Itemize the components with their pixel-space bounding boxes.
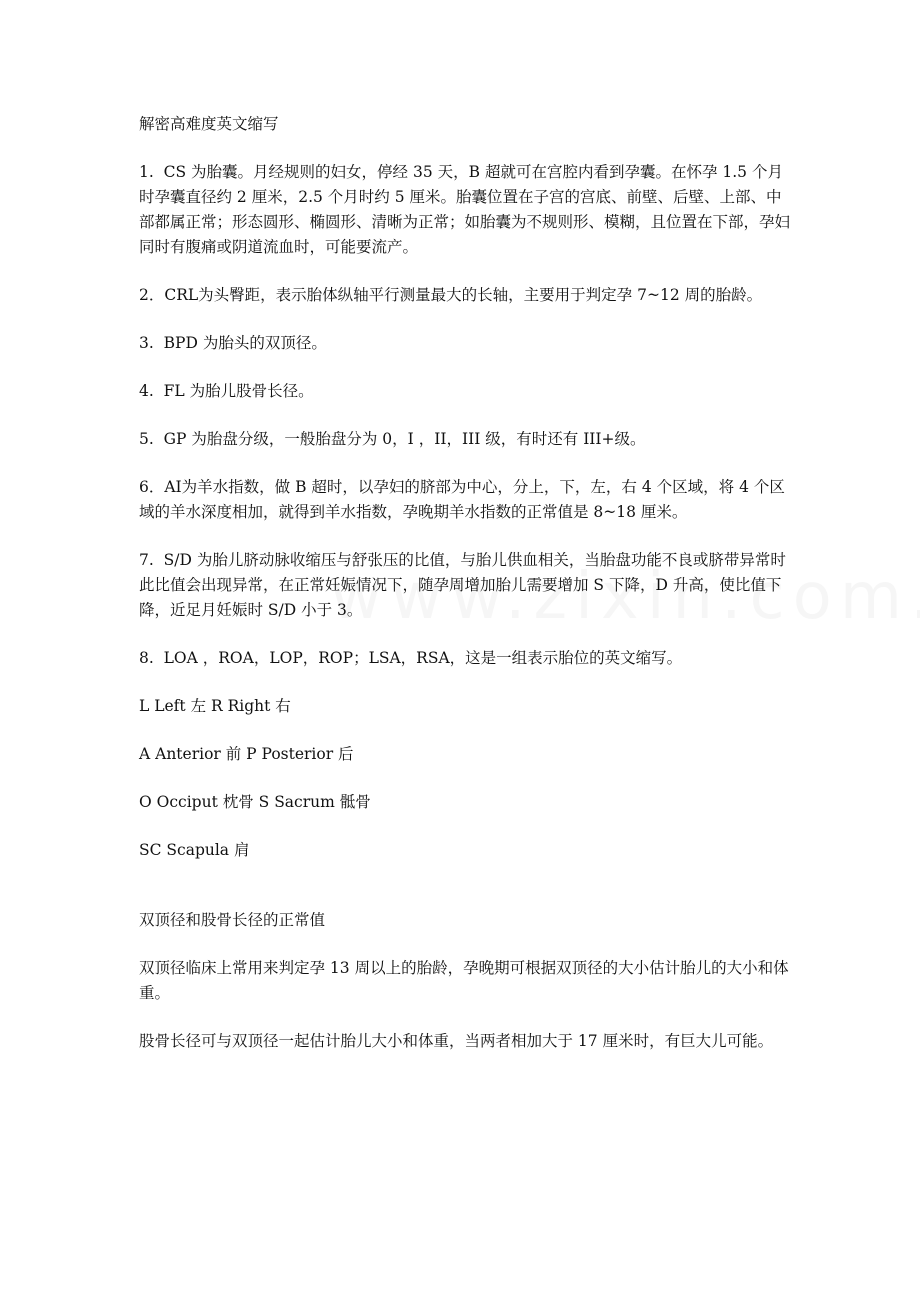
list-item-fl: 4. FL 为胎儿股骨长径。	[139, 382, 314, 400]
list-item-bpd: 3. BPD 为胎头的双顶径。	[139, 334, 327, 352]
abbreviation-scapula: SC Scapula 肩	[139, 841, 250, 859]
paragraph-bpd-usage: 双顶径临床上常用来判定孕 13 周以上的胎龄，孕晚期可根据双顶径的大小估计胎儿的大小和体重。	[139, 959, 789, 1002]
abbreviation-anterior-posterior: A Anterior 前 P Posterior 后	[139, 745, 354, 763]
list-item-ai: 6．AI为羊水指数，做 B 超时，以孕妇的脐部为中心，分上，下，左，右 4 个区域，将 4 个区域的羊水深度相加，就得到羊水指数，孕晚期羊水指数的正常值是 8~18 厘米。	[139, 478, 785, 521]
document-page	[139, 112, 794, 1077]
list-item-crl: 2．CRL为头臀距，表示胎体纵轴平行测量最大的长轴，主要用于判定孕 7~12 周的胎龄。	[139, 286, 763, 304]
section-spacer	[139, 886, 794, 908]
abbreviation-occiput-sacrum: O Occiput 枕骨 S Sacrum 骶骨	[139, 793, 371, 811]
paragraph-fl-usage: 股骨长径可与双顶径一起估计胎儿大小和体重，当两者相加大于 17 厘米时，有巨大儿可能。	[139, 1032, 774, 1050]
document-title: 解密高难度英文缩写	[139, 115, 279, 133]
section-title-normal-values: 双顶径和股骨长径的正常值	[139, 911, 326, 929]
list-item-cs: 1. CS 为胎囊。月经规则的妇女，停经 35 天，B 超就可在宫腔内看到孕囊。在怀孕 1.5 个月时孕囊直径约 2 厘米，2.5 个月时约 5 厘米。胎囊位置在子宫的宫底、前壁、后壁、上部、中部都属正常；形态圆形、椭圆形、清晰为正常；如胎囊为不规则形、模糊，且位置在下部，孕妇同时有腹痛或阴道流血时，可能要流产。	[139, 163, 791, 256]
list-item-sd: 7. S/D 为胎儿脐动脉收缩压与舒张压的比值，与胎儿供血相关，当胎盘功能不良或脐带异常时此比值会出现异常，在正常妊娠情况下，随孕周增加胎儿需要增加 S 下降，D 升高，使比值下降，近足月妊娠时 S/D 小于 3。	[139, 551, 786, 619]
list-item-fetal-position: 8. LOA ，ROA，LOP，ROP；LSA，RSA，这是一组表示胎位的英文缩写。	[139, 649, 683, 667]
abbreviation-left-right: L Left 左 R Right 右	[139, 697, 291, 715]
list-item-gp: 5. GP 为胎盘分级，一般胎盘分为 0，I ，II，III 级，有时还有 III+级。	[139, 430, 646, 448]
